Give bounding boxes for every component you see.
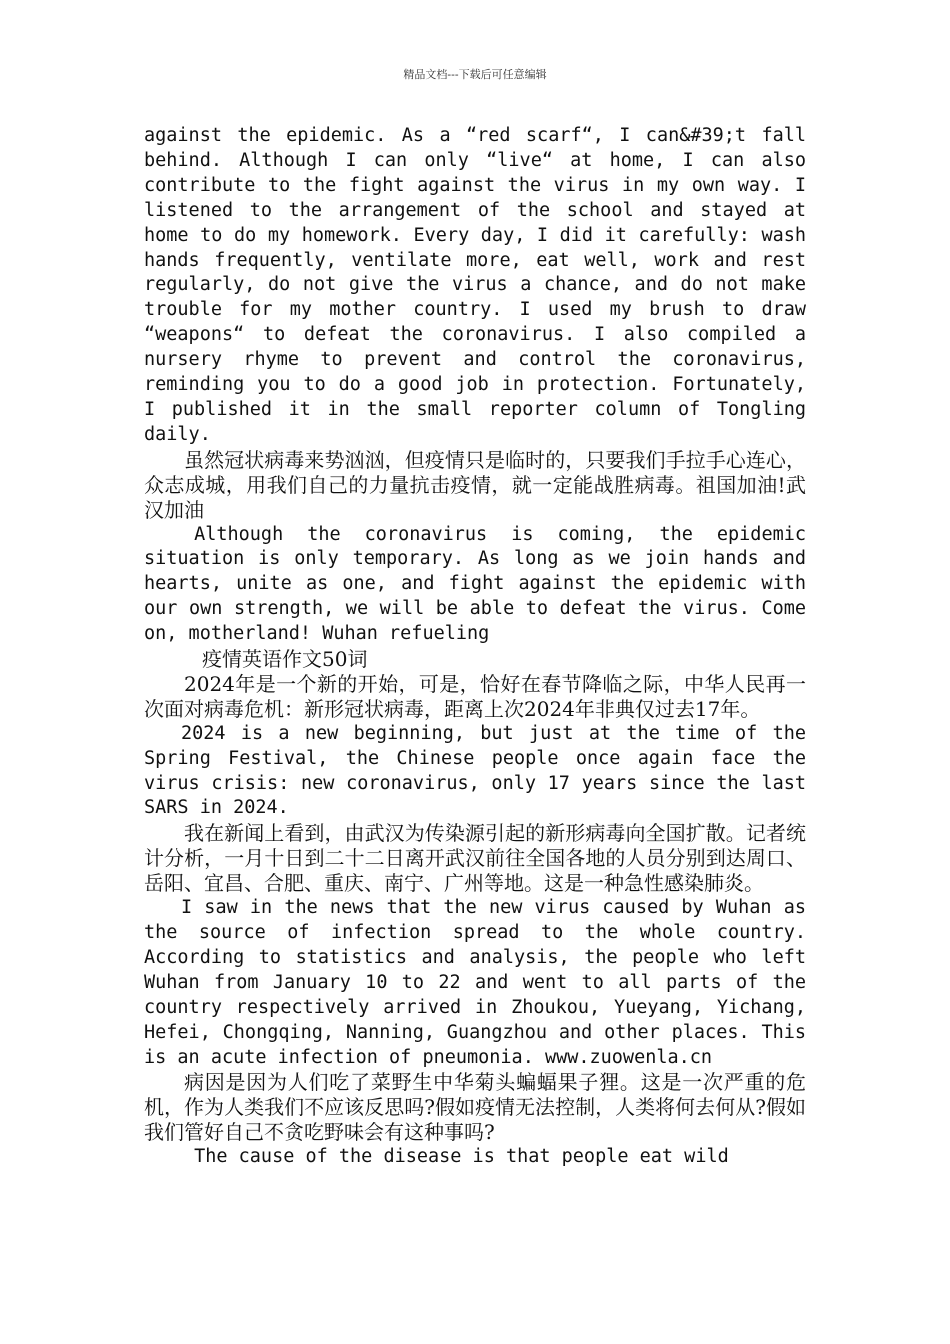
paragraph-en-new-beginning: 2024 is a new beginning, but just at the time of the Spring Festival, the Chinese people once again face the virus crisis: new coronavirus, only 17 years since the last SARS in 2024. bbox=[144, 722, 806, 819]
paragraph-zh-cause: 病因是因为人们吃了菜野生中华菊头蝙蝠果子狸。这是一次严重的危机，作为人类我们不应该反思吗?假如疫情无法控制，人类将何去何从?假如我们管好自己不贪吃野味会有这种事吗? bbox=[144, 1070, 806, 1145]
paragraph-en-cause: The cause of the disease is that people eat wild bbox=[194, 1146, 729, 1168]
paragraph-zh-cheer: 虽然冠状病毒来势汹汹，但疫情只是临时的，只要我们手拉手心连心，众志成城，用我们自己的力量抗击疫情，就一定能战胜病毒。祖国加油!武汉加油 bbox=[144, 447, 806, 522]
section-title: 疫情英语作文50词 bbox=[202, 647, 368, 672]
paragraph-zh-new-beginning: 2024年是一个新的开始，可是，恰好在春节降临之际，中华人民再一次面对病毒危机：新形冠状病毒，距离上次2024年非典仅过去17年。 bbox=[144, 671, 806, 721]
page-header: 精品文档---下载后可任意编辑 bbox=[403, 68, 547, 81]
document-body bbox=[144, 124, 806, 1170]
paragraph-en-red-scarf: against the epidemic. As a “red scarf“, I can&#39;t fall behind. Although I can only “live“ at home, I can also contribute to the fight against the virus in my own way. I listened to the arrangement of the school and stayed at home to do my homework. Every day, I did it carefully: wash hands frequently, ventilate more, eat well, work and rest regularly, do not give the virus a chance, and do not make trouble for my mother country. I used my brush to draw “weapons“ to defeat the coronavirus. I also compiled a nursery rhyme to prevent and control the coronavirus, reminding you to do a good job in protection. Fortunately, I published it in the small reporter column of Tongling daily. bbox=[144, 125, 806, 445]
paragraph-zh-news: 我在新闻上看到，由武汉为传染源引起的新形病毒向全国扩散。记者统计分析，一月十日到二十二日离开武汉前往全国各地的人员分别到达周口、岳阳、宜昌、合肥、重庆、南宁、广州等地。这是一种急性感染肺炎。 bbox=[144, 821, 806, 896]
paragraph-en-cheer: Although the coronavirus is coming, the epidemic situation is only temporary. As long as we join hands and hearts, unite as one, and fight against the epidemic with our own strength, we will be able to defeat the virus. Come on, motherland! Wuhan refueling bbox=[144, 523, 806, 645]
paragraph-en-news: I saw in the news that the new virus caused by Wuhan as the source of infection spread to the whole country. According to statistics and analysis, the people who left Wuhan from January 10 to 22 and went to all parts of the country respectively arrived in Zhoukou, Yueyang, Yichang, Hefei, Chongqing, Nanning, Guangzhou and other places. This is an acute infection of pneumonia. www.zuowenla.cn bbox=[144, 897, 806, 1068]
